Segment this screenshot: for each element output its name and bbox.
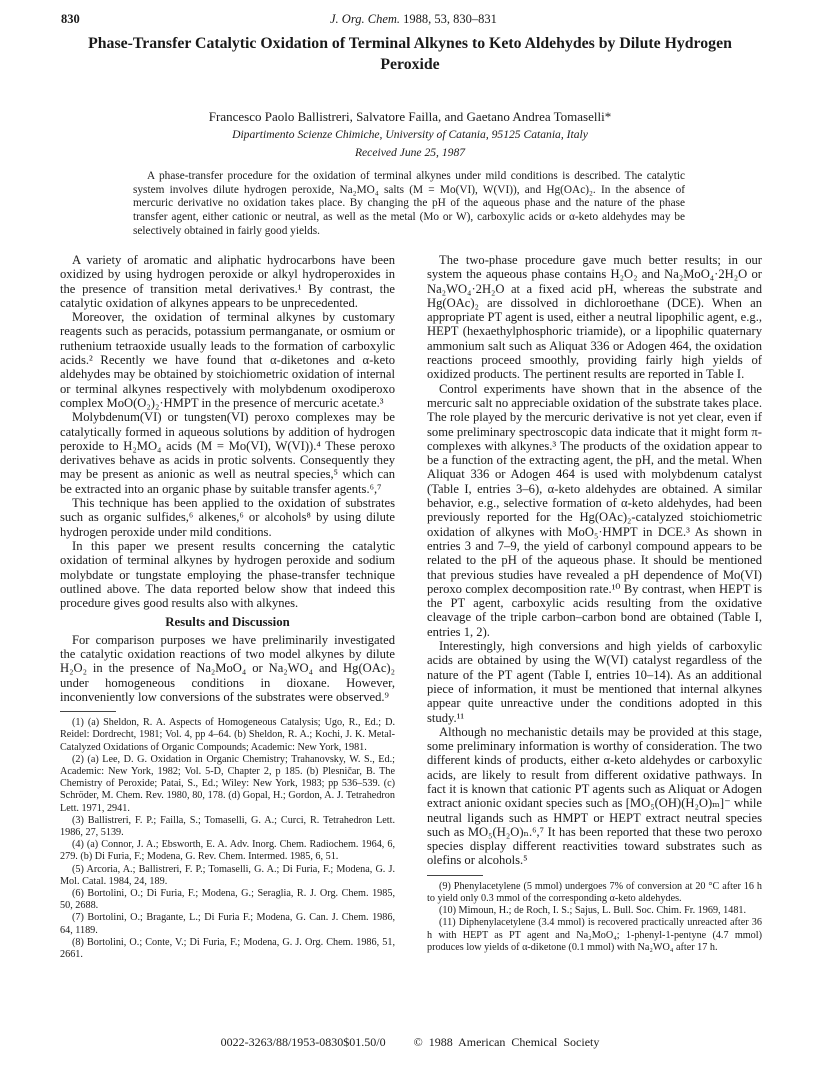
page-footer: [60, 1035, 760, 1050]
footnote: (10) Mimoun, H.; de Roch, I. S.; Sajus, L. Bull. Soc. Chim. Fr. 1969, 1481.: [439, 905, 747, 917]
received-date: Received June 25, 1987: [354, 146, 466, 159]
publication-code: 0022-3263/88/1953-0830$01.50/0: [220, 1035, 386, 1049]
footnote: (2) (a) Lee, D. G. Oxidation in Organic Chemistry; Trahanovsky, W. S., Ed.; Academic: New York, 1982; Vol. 5-D, Chapter 2, p 185. (b) Plesničar, B. The Chemistry of Peroxide; Patai, S., Ed.; Wiley: New York, 1983; pp 536–539. (c) Schröder, M. Chem. Rev. 1980, 80, 178. (d) Gopal, H.; Gordon, A. J. Tetrahedron Lett. 1971, 2941.: [60, 753, 395, 814]
footnote: (5) Arcoria, A.; Ballistreri, F. P.; Tomaselli, G. A.; Di Furia, F.; Modena, G. J. Mol. Catal. 1984, 24, 189.: [60, 863, 395, 887]
copyright-notice: © 1988 American Chemical Society: [413, 1035, 600, 1049]
footnote-divider: [60, 711, 116, 712]
body-paragraph: Molybdenum(VI) or tungsten(VI) peroxo complexes may be catalytically formed in aqueous solutions by addition of hydrogen peroxide to H₂MO₄ acids (M = Mo(VI), W(VI)).⁴ These peroxo derivatives behave as acids in protic solvents. Consequently they may be present as anionic as well as neutral species,⁵ which can be extracted into an organic phase by suitable transfer agents.⁶,⁷: [60, 410, 395, 496]
left-column: [60, 253, 395, 961]
journal-name: J. Org. Chem.: [330, 12, 401, 26]
body-paragraph: This technique has been applied to the oxidation of substrates such as organic sulfides,⁶ alkenes,⁶ or alcohols⁸ by using dilute hydrogen peroxide under mild conditions.: [60, 496, 395, 539]
abstract: A phase-transfer procedure for the oxidation of terminal alkynes under mild conditions is described. The catalytic system involves dilute hydrogen peroxide, Na₂MO₄ salts (M = Mo(VI), W(VI)), and Hg(OAc)₂. In the absence of mercuric derivative no oxidation takes place. By changing the pH of the aqueous phase and the nature of the phase transfer agent, either cationic or neutral, as well as the metal (Mo or W), carboxylic acids or α-keto aldehydes may be selectively obtained in fairly good yields.: [133, 170, 685, 237]
footnote: (9) Phenylacetylene (5 mmol) undergoes 7% of conversion at 20 °C after 16 h to yield only 0.3 mmol of the corresponding α-keto aldehydes.: [427, 880, 762, 904]
footnote: (4) (a) Connor, J. A.; Ebsworth, E. A. Adv. Inorg. Chem. Radiochem. 1964, 6, 279. (b) Di Furia, F.; Modena, G. Rev. Chem. Intermed. 1985, 6, 51.: [60, 839, 395, 863]
footnote: (7) Bortolini, O.; Bragante, L.; Di Furia F.; Modena, G. Can. J. Chem. 1986, 64, 1189.: [60, 912, 395, 936]
body-paragraph: Interestingly, high conversions and high yields of carboxylic acids are obtained by using the W(VI) catalyst regardless of the nature of the PT agent (Table I, entries 10–14). As an additional piece of information, it must be mentioned that internal alkynes appear quite unreactive under the conditions adopted in this study.¹¹: [427, 639, 762, 725]
body-paragraph: Control experiments have shown that in the absence of the mercuric salt no appreciable oxidation of the substrate takes place. The role played by the mercuric derivative is not yet clear, even if some preliminary spectroscopic data indicate that it might form π-complexes with alkynes.³ The products of the oxidation appear to be a function of the extracting agent, the pH, and the metal. When Aliquat 336 or Adogen 464 is used with molybdenum catalyst (Table I, entries 3–6), α-keto aldehydes are obtained. A similar behavior, e.g., selective formation of α-keto aldehydes, had been previously reported for the Hg(OAc)₂-catalyzed stoichiometric oxidation of alkynes with MoO₅·HMPT in DCE.³ As shown in entries 3 and 7–9, the yield of carbonyl compound appears to be related to the pH of the aqueous phase. It should be mentioned that previous studies have revealed a pH dependence of Mo(VI) peroxo complex decomposition rate.¹⁰ By contrast, when HEPT is the PT agent, carboxylic acids resulting from the oxidative cleavage of the triple carbon–carbon bond are obtained (Table I, entries 1, 2).: [427, 381, 763, 639]
section-heading: Results and Discussion: [165, 615, 290, 630]
body-paragraph: The two-phase procedure gave much better results; in our system the aqueous phase contains H₂O₂ and Na₂MoO₄·2H₂O or Na₂WO₄·2H₂O at a fixed acid pH, whereas the substrate and Hg(OAc)₂ are dissolved in dichloroethane (DCE). When an appropriate PT agent is used, either a neutral lipophilic agent, e.g., HEPT (hexaethylphosphoric triamide), or a lipophilic quaternary ammonium salt such as Aliquat 336 or Adogen 464, the oxidation reactions proceed smoothly, providing fairly high yields of oxidized products. The pertinent results are reported in Table I.: [427, 253, 762, 382]
footnote: (11) Diphenylacetylene (3.4 mmol) is recovered practically unreacted after 36 h with HEPT as PT agent and Na₂MoO₄; 1-phenyl-1-pentyne (4.7 mmol) produces low yields of α-diketone (0.1 mmol) with Na₂WO₄ after 17 h.: [427, 917, 762, 953]
body-paragraph: A variety of aromatic and aliphatic hydrocarbons have been oxidized by using hydrogen peroxide or alkyl hydroperoxides in the presence of transition metal derivatives.¹ By contrast, the catalytic oxidation of alkynes appears to be unprecedented.: [60, 253, 395, 310]
footnote: (6) Bortolini, O.; Di Furia, F.; Modena, G.; Seraglia, R. J. Org. Chem. 1985, 50, 2688.: [60, 888, 395, 912]
journal-citation: [330, 12, 497, 27]
body-paragraph: In this paper we present results concerning the catalytic oxidation of terminal alkynes by hydrogen peroxide and sodium molybdate or tungstate employing the phase-transfer technique outlined above. The data reported below show that indeed this procedure gives good results also with alkynes.: [60, 538, 395, 611]
author-affiliation: Dipartimento Scienze Chimiche, University of Catania, 95125 Catania, Italy: [232, 128, 588, 141]
journal-volume-pages: 1988, 53, 830–831: [403, 12, 497, 26]
footnote: (3) Ballistreri, F. P.; Failla, S.; Tomaselli, G. A.; Curci, R. Tetrahedron Lett. 1986, 27, 5139.: [60, 814, 395, 839]
body-paragraph: For comparison purposes we have preliminarily investigated the catalytic oxidation reactions of two model alkynes by dilute H₂O₂ in the presence of Na₂MoO₄ or Na₂WO₄ and Hg(OAc)₂ under homogeneous conditions in dioxane. However, inconveniently low conversions of the substrates were observed.⁹: [60, 632, 395, 704]
page-number: 830: [61, 12, 80, 26]
footnote: (8) Bortolini, O.; Conte, V.; Di Furia, F.; Modena, G. J. Org. Chem. 1986, 51, 2661.: [60, 936, 395, 961]
footnote-divider: [427, 875, 483, 876]
article-title: Phase-Transfer Catalytic Oxidation of Terminal Alkynes to Keto Aldehydes by Dilute Hydrogen Peroxide: [88, 35, 732, 73]
body-paragraph: Moreover, the oxidation of terminal alkynes by customary reagents such as peracids, potassium permanganate, or osmium or ruthenium tetraoxide usually leads to the formation of carboxylic acids.² Recently we have found that α-diketones and α-keto aldehydes may be obtained by stoichiometric oxidation of internal or terminal alkynes respectively with molybdenum oxodiperoxo complex MoO(O₂)₂·HMPT in the presence of mercuric acetate.³: [60, 310, 395, 410]
body-paragraph: Although no mechanistic details may be provided at this stage, some preliminary information is worthy of consideration. The two different kinds of products, either α-keto aldehydes or carboxylic acids, are likely to result from different oxidative pathways. In fact it is known that cationic PT agents such as Aliquat or Adogen extract anionic oxidant species such as [MO₅(OH)(H₂O)ₘ]⁻ while neutral ligands such as HMPT or HEPT extract neutral species such as MO₅(H₂O)ₙ.⁶,⁷ It has been reported that these two peroxo species display different reactivities toward substrates such as olefins or alcohols.⁵: [427, 724, 762, 868]
article-authors: Francesco Paolo Ballistreri, Salvatore Failla, and Gaetano Andrea Tomaselli*: [208, 109, 612, 124]
right-column: [427, 253, 762, 954]
footnote: (1) (a) Sheldon, R. A. Aspects of Homogeneous Catalysis; Ugo, R., Ed.; D. Reidel: Dordrecht, 1981; Vol. 4, pp 4–64. (b) Sheldon, R. A.; Kochi, J. K. Metal-Catalyzed Oxidations of Organic Compounds; Academic: New York, 1981.: [60, 717, 395, 753]
